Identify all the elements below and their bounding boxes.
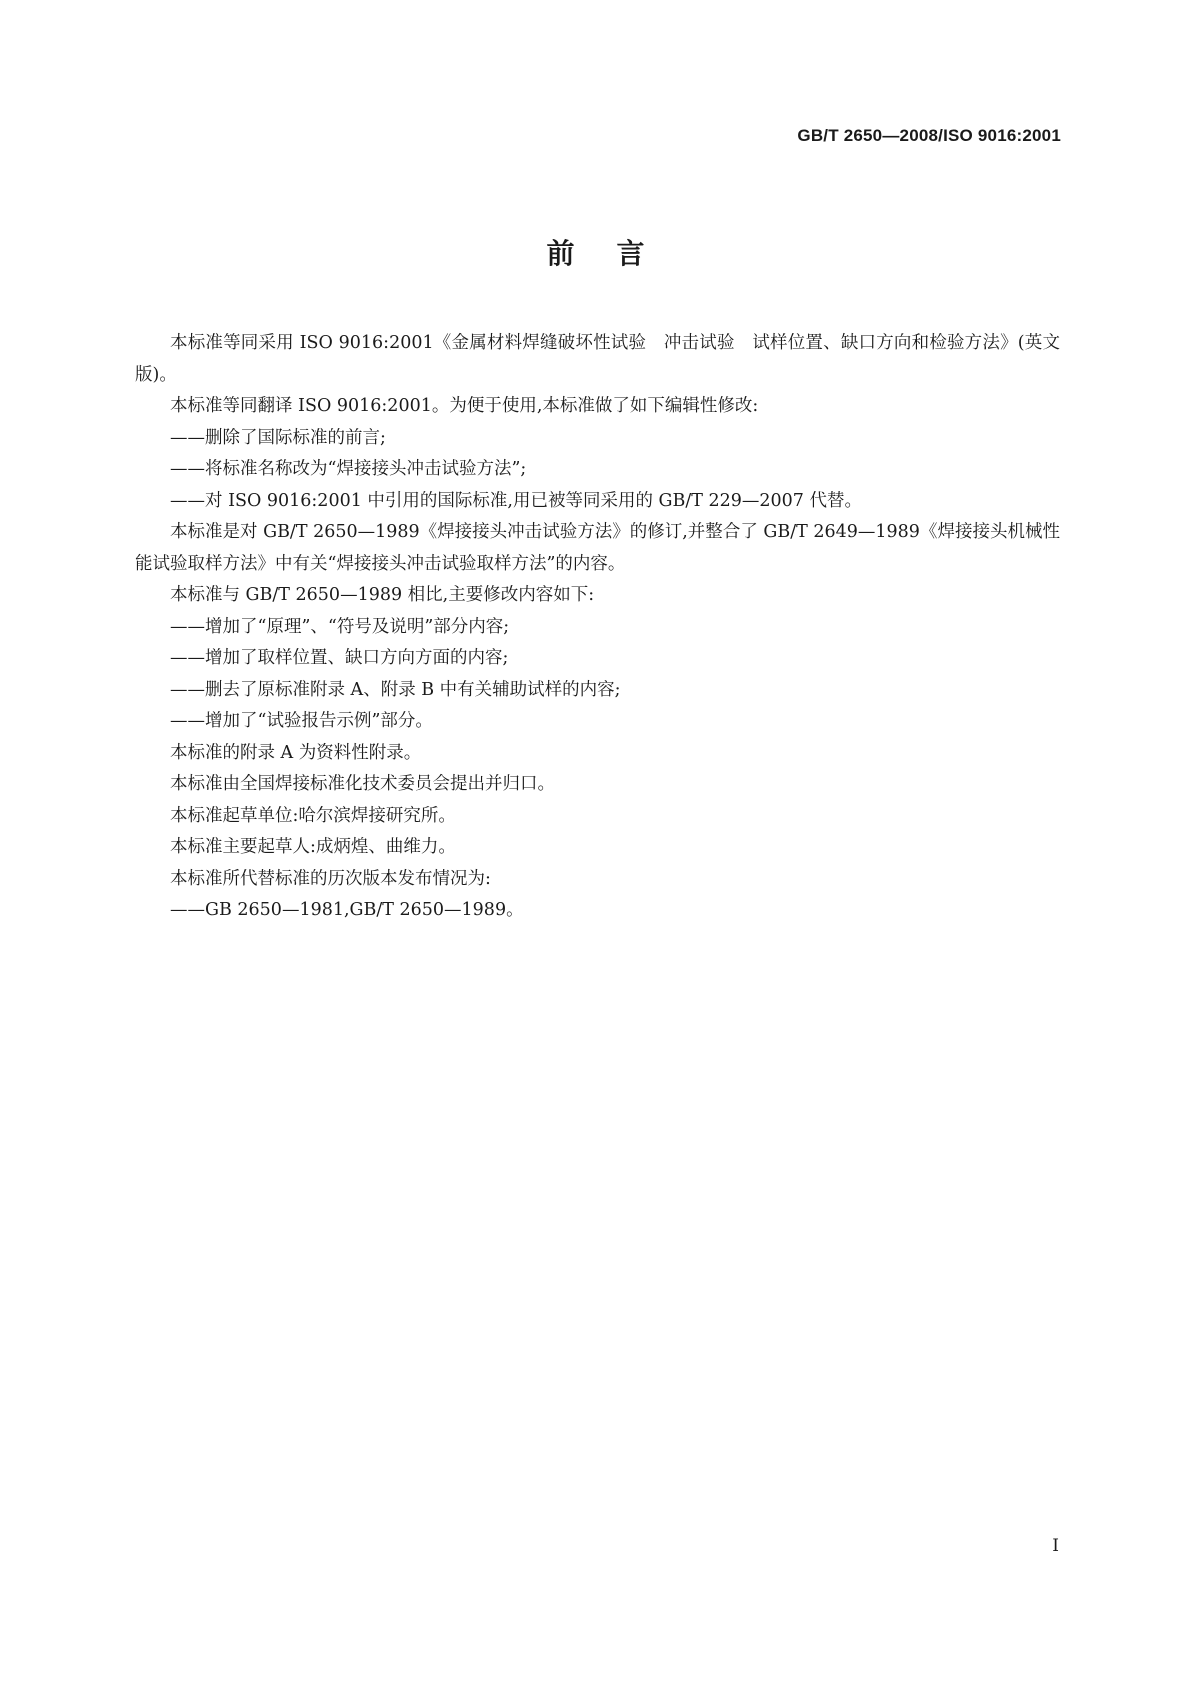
list-item: ——删去了原标准附录 A、附录 B 中有关辅助试样的内容;: [170, 679, 621, 700]
paragraph-committee: 本标准由全国焊接标准化技术委员会提出并归口。: [170, 774, 555, 794]
paragraph-translation: 本标准等同翻译 ISO 9016:2001。为便于使用,本标准做了如下编辑性修改:: [170, 396, 759, 416]
list-item: ——将标准名称改为“焊接接头冲击试验方法”;: [170, 459, 527, 479]
standard-number-header: GB/T 2650—2008/ISO 9016:2001: [797, 126, 1061, 145]
paragraph-drafters: 本标准主要起草人:成炳煌、曲维力。: [170, 837, 456, 857]
list-item: ——增加了“试验报告示例”部分。: [170, 711, 433, 731]
paragraph-adoption: 本标准等同采用 ISO 9016:2001《金属材料焊缝破坏性试验 冲击试验 试样位置、缺口方向和检验方法》(英文版)。: [135, 333, 1060, 385]
list-item: ——对 ISO 9016:2001 中引用的国际标准,用已被等同采用的 GB/T 229—2007 代替。: [170, 490, 863, 511]
page-title: 前言: [546, 237, 687, 270]
list-item: ——增加了“原理”、“符号及说明”部分内容;: [170, 616, 510, 637]
paragraph-annex: 本标准的附录 A 为资料性附录。: [170, 742, 422, 763]
page-number: I: [1052, 1536, 1059, 1556]
foreword-body: [135, 328, 1060, 927]
list-item: ——删除了国际标准的前言;: [170, 427, 386, 448]
list-item: ——增加了取样位置、缺口方向方面的内容;: [170, 648, 509, 668]
paragraph-history: 本标准所代替标准的历次版本发布情况为:: [170, 868, 491, 889]
paragraph-changes: 本标准与 GB/T 2650—1989 相比,主要修改内容如下:: [170, 585, 595, 605]
list-item: ——GB 2650—1981,GB/T 2650—1989。: [170, 900, 524, 920]
paragraph-revision: 本标准是对 GB/T 2650—1989《焊接接头冲击试验方法》的修订,并整合了 GB/T 2649—1989《焊接接头机械性能试验取样方法》中有关“焊接接头冲击试验取样方法”的内容。: [135, 522, 1060, 574]
paragraph-drafting-unit: 本标准起草单位:哈尔滨焊接研究所。: [170, 805, 456, 826]
